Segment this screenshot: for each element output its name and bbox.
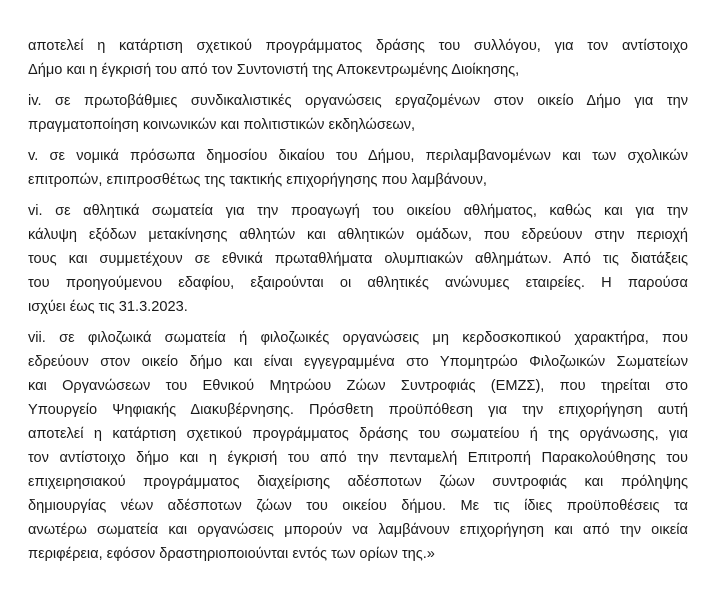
text-line: αποτελεί η κατάρτιση σχετικού προγράμματος δράσης του συλλόγου, για τον αντίστοιχο	[28, 38, 688, 54]
text-line: τον αντίστοιχο δήμο και η έγκρισή του από την πενταμελή Επιτροπή Παρακολούθησης του	[28, 450, 688, 466]
paragraph-item-v	[28, 144, 688, 192]
paragraph-item-vii	[28, 326, 688, 566]
text-line: του προηγούμενου εδαφίου, εξαιρούνται οι αθλητικές ανώνυμες εταιρείες. Η παρούσα	[28, 275, 688, 291]
text-line: v. σε νομικά πρόσωπα δημοσίου δικαίου του Δήμου, περιλαμβανομένων και των σχολικών	[28, 148, 688, 164]
text-line: ισχύει έως τις 31.3.2023.	[28, 299, 188, 315]
text-line: εδρεύουν στον οικείο δήμο και είναι εγγεγραμμένα στο Υπομητρώο Φιλοζωικών Σωματείων	[28, 354, 688, 370]
paragraph-item-vi	[28, 199, 688, 319]
text-line: και Οργανώσεων του Εθνικού Μητρώου Ζώων Συντροφιάς (ΕΜΖΣ), που τηρείται στο	[28, 378, 688, 394]
text-line: περιφέρεια, εφόσον δραστηριοποιούνται εντός των ορίων της.»	[28, 546, 435, 562]
text-line: αποτελεί η κατάρτιση σχετικού προγράμματος δράσης του σωματείου ή της οργάνωσης, για	[28, 426, 688, 442]
text-line: Δήμο και η έγκρισή του από τον Συντονιστή της Αποκεντρωμένης Διοίκησης,	[28, 62, 520, 78]
text-line: ανωτέρω σωματεία και οργανώσεις μπορούν να λαμβάνουν επιχορήγηση και από την οικεία	[28, 522, 688, 538]
text-line: επιτροπών, επιπροσθέτως της τακτικής επιχορήγησης που λαμβάνουν,	[28, 172, 487, 188]
text-line: δημιουργίας νέων αδέσποτων ζώων του οικείου δήμου. Με τις ίδιες προϋποθέσεις τα	[28, 498, 688, 514]
text-line: τους και συμμετέχουν σε εθνικά πρωταθλήματα ολυμπιακών αθλημάτων. Από τις διατάξεις	[28, 251, 688, 267]
text-line: vii. σε φιλοζωικά σωματεία ή φιλοζωικές οργανώσεις μη κερδοσκοπικού χαρακτήρα, που	[28, 330, 688, 346]
paragraph-item-iv	[28, 89, 688, 137]
text-line: vi. σε αθλητικά σωματεία για την προαγωγή του οικείου αθλήματος, καθώς και για την	[28, 203, 688, 219]
text-line: κάλυψη εξόδων μετακίνησης αθλητών και αθλητικών ομάδων, που εδρεύουν στην περιοχή	[28, 227, 688, 243]
text-line: Υπουργείο Ψηφιακής Διακυβέρνησης. Πρόσθετη προϋπόθεση για την επιχορήγηση αυτή	[28, 402, 688, 418]
document-body	[28, 34, 688, 573]
text-line: iv. σε πρωτοβάθμιες συνδικαλιστικές οργανώσεις εργαζομένων στον οικείο Δήμο για την	[28, 93, 688, 109]
text-line: επιχειρησιακού προγράμματος διαχείρισης αδέσποτων ζώων συντροφιάς και πρόληψης	[28, 474, 688, 490]
paragraph-continuation	[28, 34, 688, 82]
text-line: πραγματοποίηση κοινωνικών και πολιτιστικών εκδηλώσεων,	[28, 117, 416, 133]
